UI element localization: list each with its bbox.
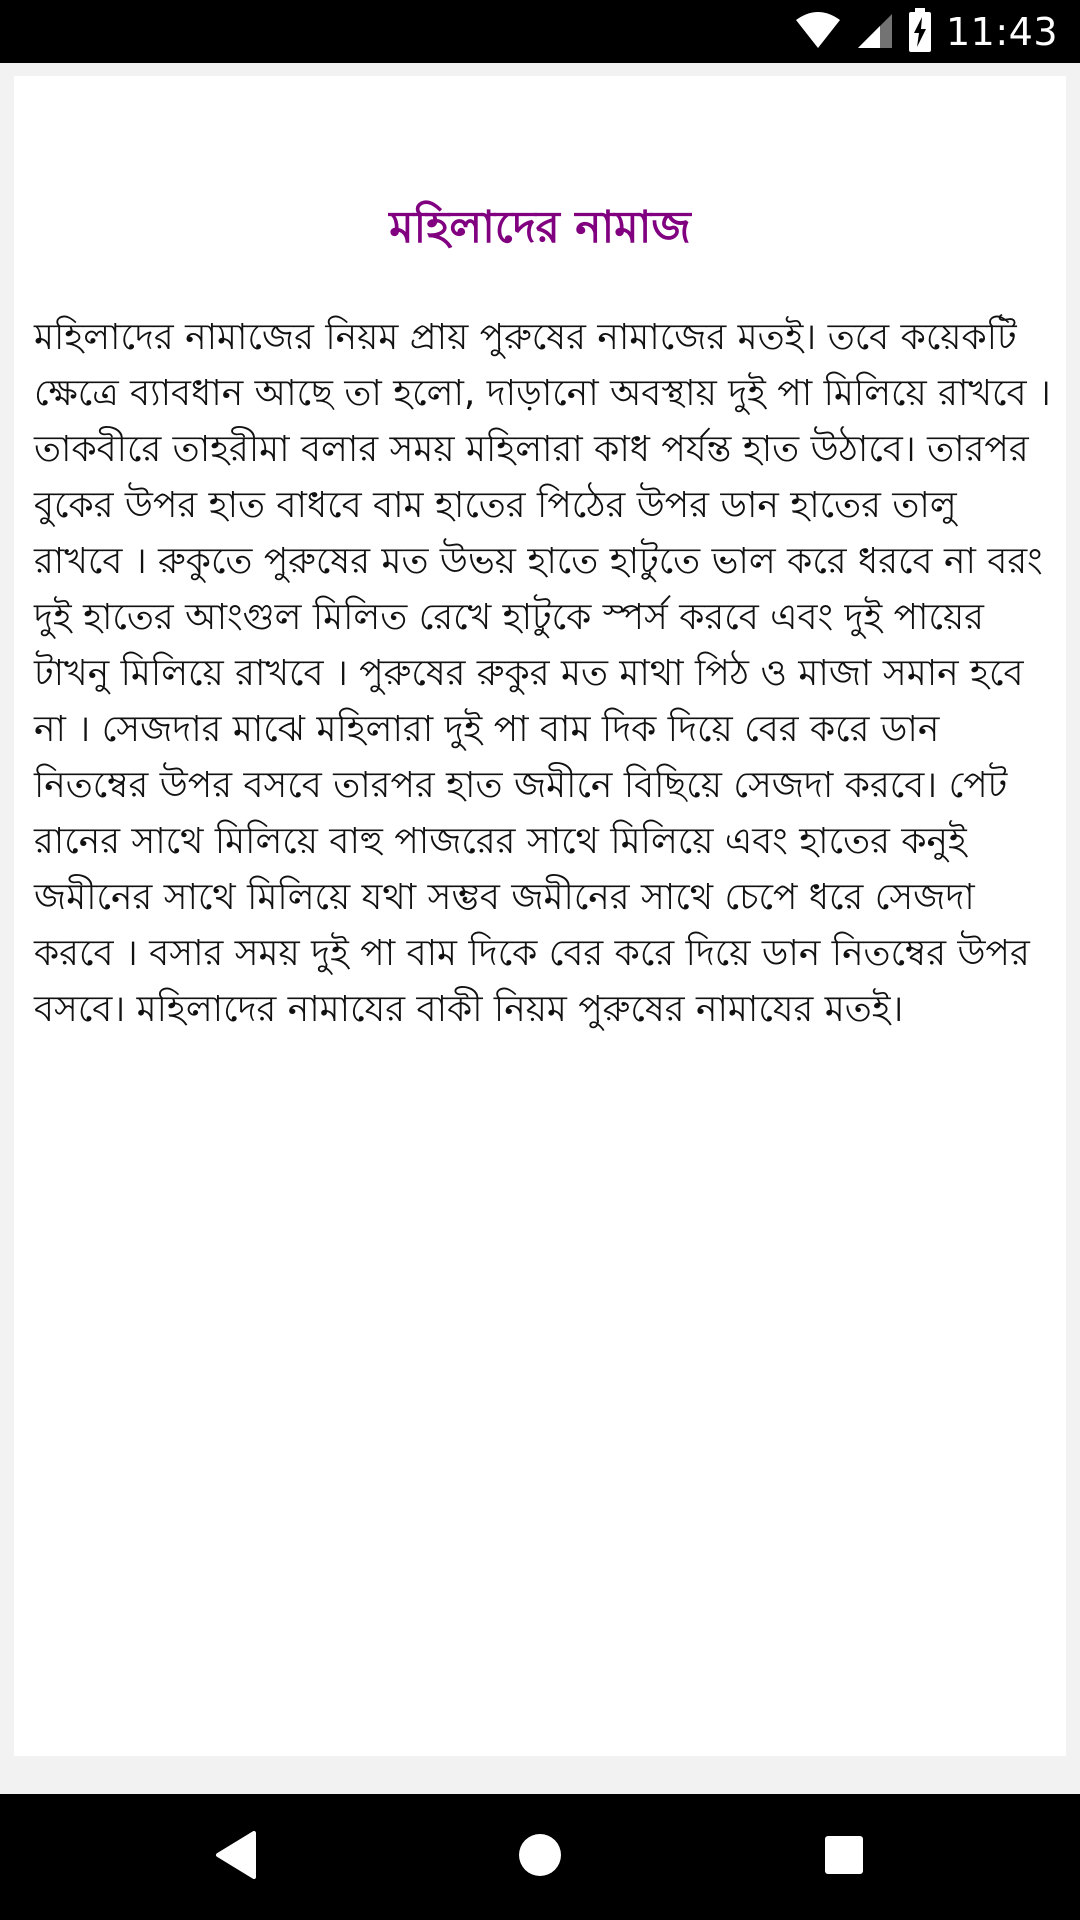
wifi-icon bbox=[794, 10, 842, 54]
home-icon bbox=[517, 1832, 563, 1882]
back-button[interactable] bbox=[146, 1794, 326, 1920]
status-icons bbox=[794, 0, 1058, 63]
status-bar bbox=[0, 0, 1080, 63]
battery-charging-icon bbox=[908, 8, 932, 56]
navigation-bar bbox=[0, 1794, 1080, 1920]
article-body: মহিলাদের নামাজের নিয়ম প্রায় পুরুষের নামাজের মতই। তবে কয়েকটি ক্ষেত্রে ব্যাবধান আছে তা হলো, দাড়ানো অবস্থায় দুই পা মিলিয়ে রাখবে । তাকবীরে তাহরীমা বলার সময় মহিলারা কাধ পর্যন্ত হাত উঠাবে। তারপর বুকের উপর হাত বাধবে বাম হাতের পিঠের উপর ডান হাতের তালু রাখবে । রুকুতে পুরুষের মত উভয় হাতে হাটুতে ভাল করে ধরবে না বরং দুই হাতের আংগুল মিলিত রেখে হাটুকে স্পর্স করবে এবং দুই পায়ের টাখনু মিলিয়ে রাখবে । পুরুষের রুকুর মত মাথা পিঠ ও মাজা সমান হবে না । সেজদার মাঝে মহিলারা দুই পা বাম দিক দিয়ে বের করে ডান নিতম্বের উপর বসবে তারপর হাত জমীনে বিছিয়ে সেজদা করবে। পেট রানের সাথে মিলিয়ে বাহু পাজরের সাথে মিলিয়ে এবং হাতের কনুই জমীনের সাথে মিলিয়ে যথা সম্ভব জমীনের সাথে চেপে ধরে সেজদা করবে । বসার সময় দুই পা বাম দিকে বের করে দিয়ে ডান নিতম্বের উপর বসবে। মহিলাদের নামাযের বাকী নিয়ম পুরুষের নামাযের মতই। bbox=[34, 317, 1051, 1030]
back-icon bbox=[214, 1831, 258, 1883]
recents-button[interactable] bbox=[754, 1794, 934, 1920]
home-button[interactable] bbox=[450, 1794, 630, 1920]
cellular-signal-icon bbox=[856, 10, 894, 54]
article-title: মহিলাদের নামাজ bbox=[389, 202, 691, 253]
status-time: 11:43 bbox=[945, 9, 1058, 54]
article-card bbox=[14, 76, 1066, 1756]
recents-icon bbox=[823, 1834, 865, 1880]
